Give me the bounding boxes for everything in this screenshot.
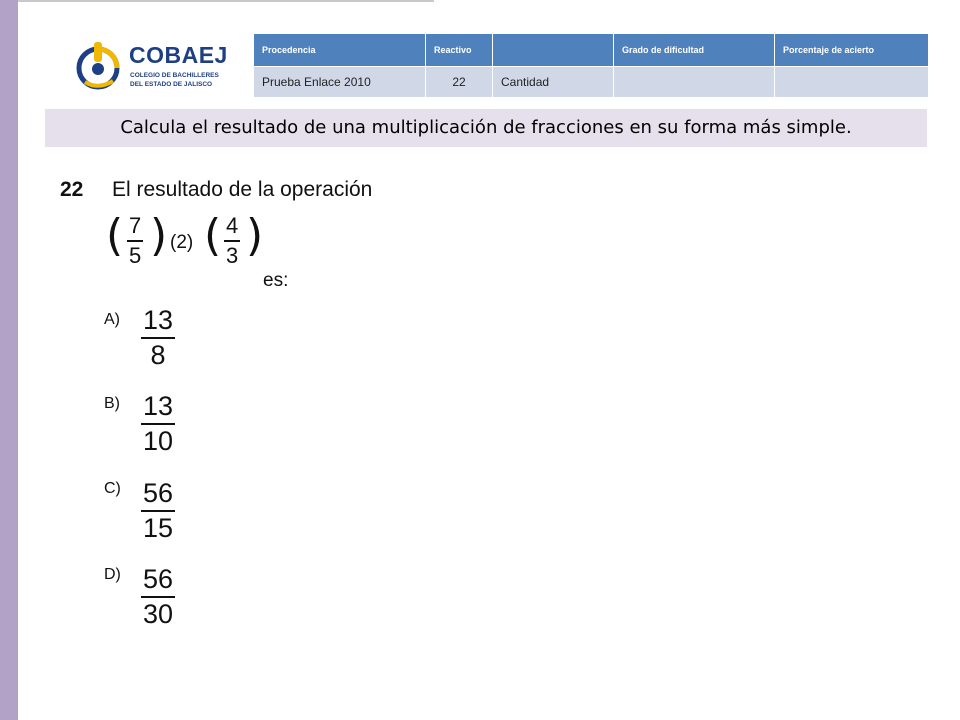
- right-paren-1: ): [150, 210, 168, 261]
- fraction-numerator: 7: [129, 213, 142, 238]
- table-header-row: [254, 34, 929, 67]
- fraction-bar: [141, 596, 175, 598]
- left-paren-1: (: [106, 210, 124, 261]
- fraction-denominator: 30: [143, 599, 174, 629]
- expression-fraction-2: [224, 215, 240, 267]
- fraction-bar: [141, 337, 175, 339]
- option-a-label: A): [104, 311, 120, 328]
- header-reactivo: Reactivo: [426, 34, 493, 67]
- fraction-numerator: 56: [143, 564, 174, 594]
- learning-objective: Calcula el resultado de una multiplicación de fracciones en su forma más simple.: [45, 109, 927, 147]
- item-metadata-table: [253, 33, 929, 98]
- right-paren-2: ): [246, 210, 264, 261]
- fraction-denominator: 3: [226, 243, 239, 268]
- header-procedencia: Procedencia: [254, 34, 426, 67]
- option-c-fraction: [141, 480, 175, 542]
- fraction-bar: [224, 240, 240, 242]
- top-divider: [18, 0, 434, 2]
- cell-procedencia: Prueba Enlace 2010: [254, 67, 426, 98]
- logo-subtitle-2: DEL ESTADO DE JALISCO: [130, 81, 213, 88]
- question-text: El resultado de la operación: [112, 178, 373, 201]
- option-c-label: C): [104, 480, 121, 497]
- question-suffix: es:: [263, 270, 289, 291]
- cobaej-emblem-icon: [72, 38, 128, 96]
- fraction-numerator: 13: [143, 391, 174, 421]
- left-accent-bar: [0, 0, 18, 720]
- table-row: [254, 67, 929, 98]
- fraction-numerator: 13: [143, 305, 174, 335]
- fraction-bar: [141, 510, 175, 512]
- header-porcentaje-acierto: Porcentaje de acierto: [775, 34, 929, 67]
- cell-reactivo: 22: [426, 67, 493, 98]
- expression-fraction-1: [127, 215, 143, 267]
- header-blank: [493, 34, 614, 67]
- fraction-bar: [127, 240, 143, 242]
- option-b-label: B): [104, 395, 120, 412]
- fraction-denominator: 15: [143, 513, 174, 543]
- option-d-label: D): [104, 566, 121, 583]
- option-a-fraction: [141, 307, 175, 369]
- cobaej-logo: [72, 38, 232, 96]
- logo-name: COBAEJ: [129, 42, 228, 68]
- option-b-fraction: [141, 393, 175, 455]
- option-d-fraction: [141, 566, 175, 628]
- fraction-bar: [141, 423, 175, 425]
- fraction-denominator: 10: [143, 426, 174, 456]
- cell-grado-dificultad: [614, 67, 775, 98]
- left-paren-2: (: [204, 210, 222, 261]
- fraction-numerator: 56: [143, 478, 174, 508]
- fraction-denominator: 5: [129, 243, 142, 268]
- cell-tema: Cantidad: [493, 67, 614, 98]
- expression-middle-factor: (2): [170, 232, 194, 253]
- logo-subtitle-1: COLEGIO DE BACHILLERES: [130, 72, 219, 79]
- fraction-denominator: 8: [150, 340, 166, 370]
- question-number: 22: [60, 178, 84, 201]
- header-grado-dificultad: Grado de dificultad: [614, 34, 775, 67]
- fraction-numerator: 4: [226, 213, 239, 238]
- cell-porcentaje-acierto: [775, 67, 929, 98]
